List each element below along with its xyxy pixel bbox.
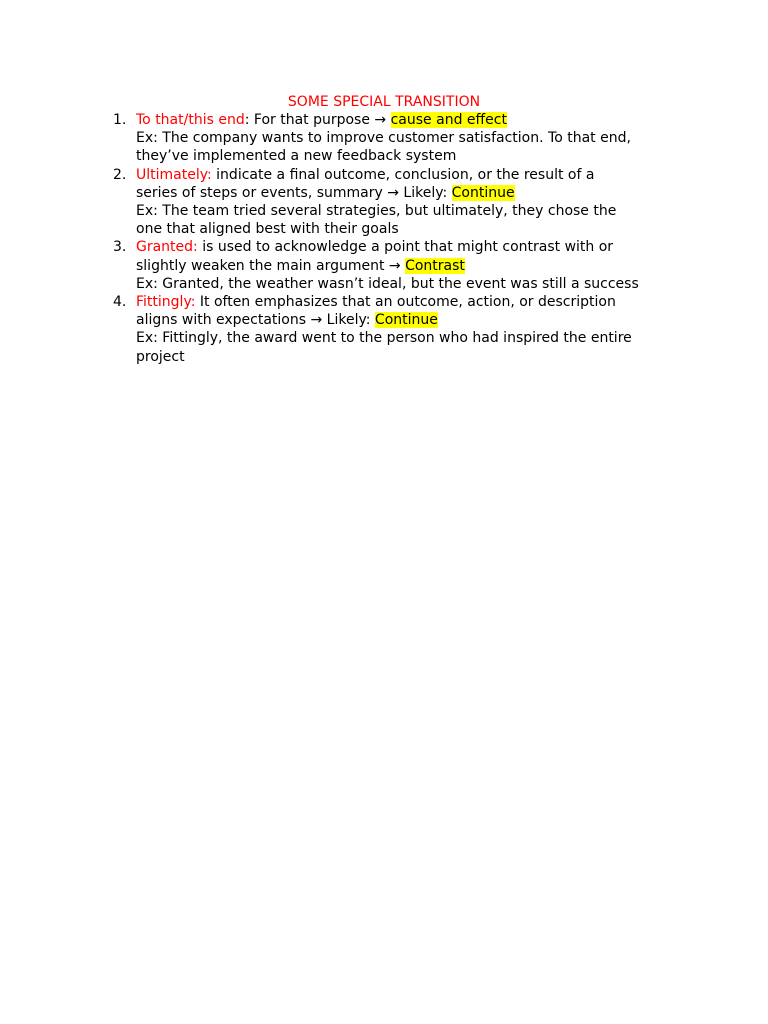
item-line [136,166,690,184]
list-item [110,293,690,366]
category-highlight: Continue [451,184,515,201]
item-line [136,238,690,256]
arrow-icon: → [310,312,323,329]
item-text: is used to acknowledge a point that might contrast with or [197,239,614,256]
arrow-icon: → [388,257,401,274]
transition-list [110,111,690,366]
list-number: 2. [113,166,127,183]
item-text: : For that purpose [244,112,375,128]
item-line [136,184,690,202]
list-number: 4. [113,294,127,311]
category-highlight: Continue [374,312,438,329]
transition-term: Granted: [136,239,198,256]
example-line: Ex: The team tried several strategies, but ultimately, they chose the [136,203,617,220]
list-item [110,111,690,166]
category-highlight: Contrast [405,257,465,274]
item-line [136,311,690,329]
item-text: It often emphasizes that an outcome, action, or description [195,294,616,311]
item-text: Likely: [322,312,375,329]
list-item [110,166,690,239]
item-text: series of steps or events, summary [136,184,388,201]
example-line: they’ve implemented a new feedback system [136,148,457,165]
item-text: Likely: [398,184,452,201]
item-line [136,111,690,129]
item-line [136,257,690,275]
item-line [136,293,690,311]
example-line: Ex: The company wants to improve customer satisfaction. To that end, [136,130,631,147]
category-highlight: cause and effect [390,112,507,128]
list-number: 1. [113,112,127,128]
transition-term: To that/this end [136,112,245,128]
transition-term: Ultimately: [136,166,212,183]
list-item [110,238,690,293]
example-line: Ex: Fittingly, the award went to the person who had inspired the entire [136,330,632,347]
arrow-icon: → [374,112,387,128]
arrow-icon: → [387,184,399,201]
page-title: SOME SPECIAL TRANSITION [287,94,481,110]
list-number: 3. [113,239,127,256]
transition-term: Fittingly: [136,294,196,311]
example-line: project [136,348,185,365]
example-line: one that aligned best with their goals [136,221,399,238]
item-text: slightly weaken the main argument [136,257,389,274]
item-text [386,112,390,128]
example-line: Ex: Granted, the weather wasn’t ideal, but the event was still a success [136,275,639,292]
item-text: aligns with expectations [136,312,311,329]
item-text: indicate a final outcome, conclusion, or the result of a [211,166,595,183]
